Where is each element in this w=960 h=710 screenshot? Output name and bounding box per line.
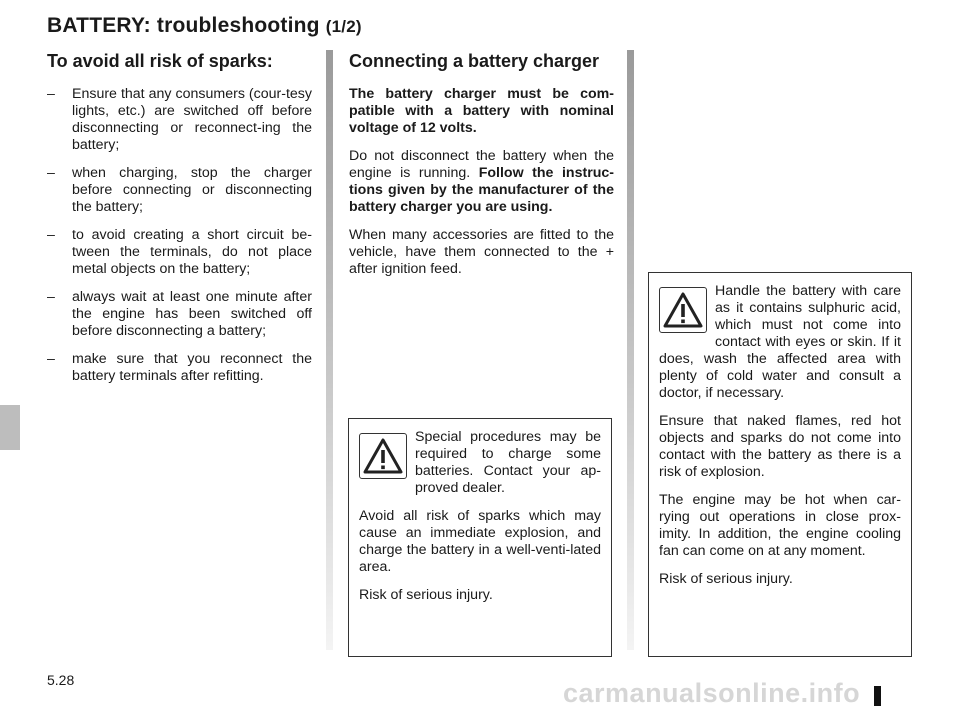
watermark: carmanualsonline.info — [563, 678, 861, 708]
page-title — [47, 14, 362, 38]
sparks-heading: To avoid all risk of sparks: — [47, 51, 273, 71]
warning-box-charging-p2: Avoid all risk of sparks which may cause an immediate explosion, and charge the battery in a well-venti-lated area. — [359, 508, 601, 575]
warning-box-acid-p3: The engine may be hot when car-rying out operations in close prox-imity. In addition, the engine cooling fan can come on at any moment. — [659, 492, 901, 559]
charger-paragraph-3: When many accessories are fitted to the vehicle, have them connected to the + after ignition feed. — [349, 227, 614, 277]
column-divider-left — [326, 50, 333, 650]
charger-paragraph-2-bold: Follow the instruc-tions given by the manufacturer of the battery charger you are using. — [349, 165, 615, 215]
column-divider-right — [627, 50, 634, 650]
sparks-list — [47, 86, 312, 385]
warning-triangle-icon — [659, 287, 707, 333]
section-tab — [0, 405, 20, 450]
warning-box-acid-p2: Ensure that naked flames, red hot objects and sparks do not come into contact with the battery as there is a risk of explosion. — [659, 413, 901, 480]
page-number: 5.28 — [47, 672, 75, 688]
charger-paragraph-1: The battery charger must be com-patible with a battery with nominal voltage of 12 volts. — [349, 86, 614, 136]
charger-paragraph-2 — [349, 148, 614, 216]
title-part: (1/2) — [325, 17, 362, 36]
list-item: – to avoid creating a short circuit be-tween the terminals, do not place metal objects on the battery; — [47, 227, 312, 278]
list-item: – when charging, stop the charger before connecting or disconnecting the battery; — [47, 165, 312, 216]
warning-box-acid — [648, 272, 912, 657]
warning-box-charging-p3: Risk of serious injury. — [359, 587, 493, 603]
sparks-section — [47, 50, 312, 396]
warning-triangle-icon — [359, 433, 407, 479]
warning-box-charging-p1: Special procedures may be required to charge some batteries. Contact your ap-proved dealer. — [415, 429, 601, 496]
list-item: – Ensure that any consumers (cour-tesy lights, etc.) are switched off before disconnecting or reconnect-ing the battery; — [47, 86, 312, 154]
warning-box-charging — [348, 418, 612, 657]
list-item: – make sure that you reconnect the battery terminals after refitting. — [47, 351, 312, 385]
charger-heading: Connecting a battery charger — [349, 51, 600, 71]
charger-paragraph-2-normal: Do not disconnect the battery when the engine is running. — [349, 148, 614, 181]
warning-box-acid-p1: Handle the battery with care as it contains sulphuric acid, which must not come into contact with eyes or skin. If it does, wash the affected area with plenty of cold water and consult a doctor, if necessary. — [659, 283, 901, 401]
charger-section — [349, 50, 614, 289]
warning-box-acid-p4: Risk of serious injury. — [659, 571, 793, 587]
title-main: BATTERY: troubleshooting — [47, 14, 326, 37]
page-corner-mark — [874, 686, 881, 706]
list-item: – always wait at least one minute after the engine has been switched off before disconnecting a battery; — [47, 289, 312, 340]
